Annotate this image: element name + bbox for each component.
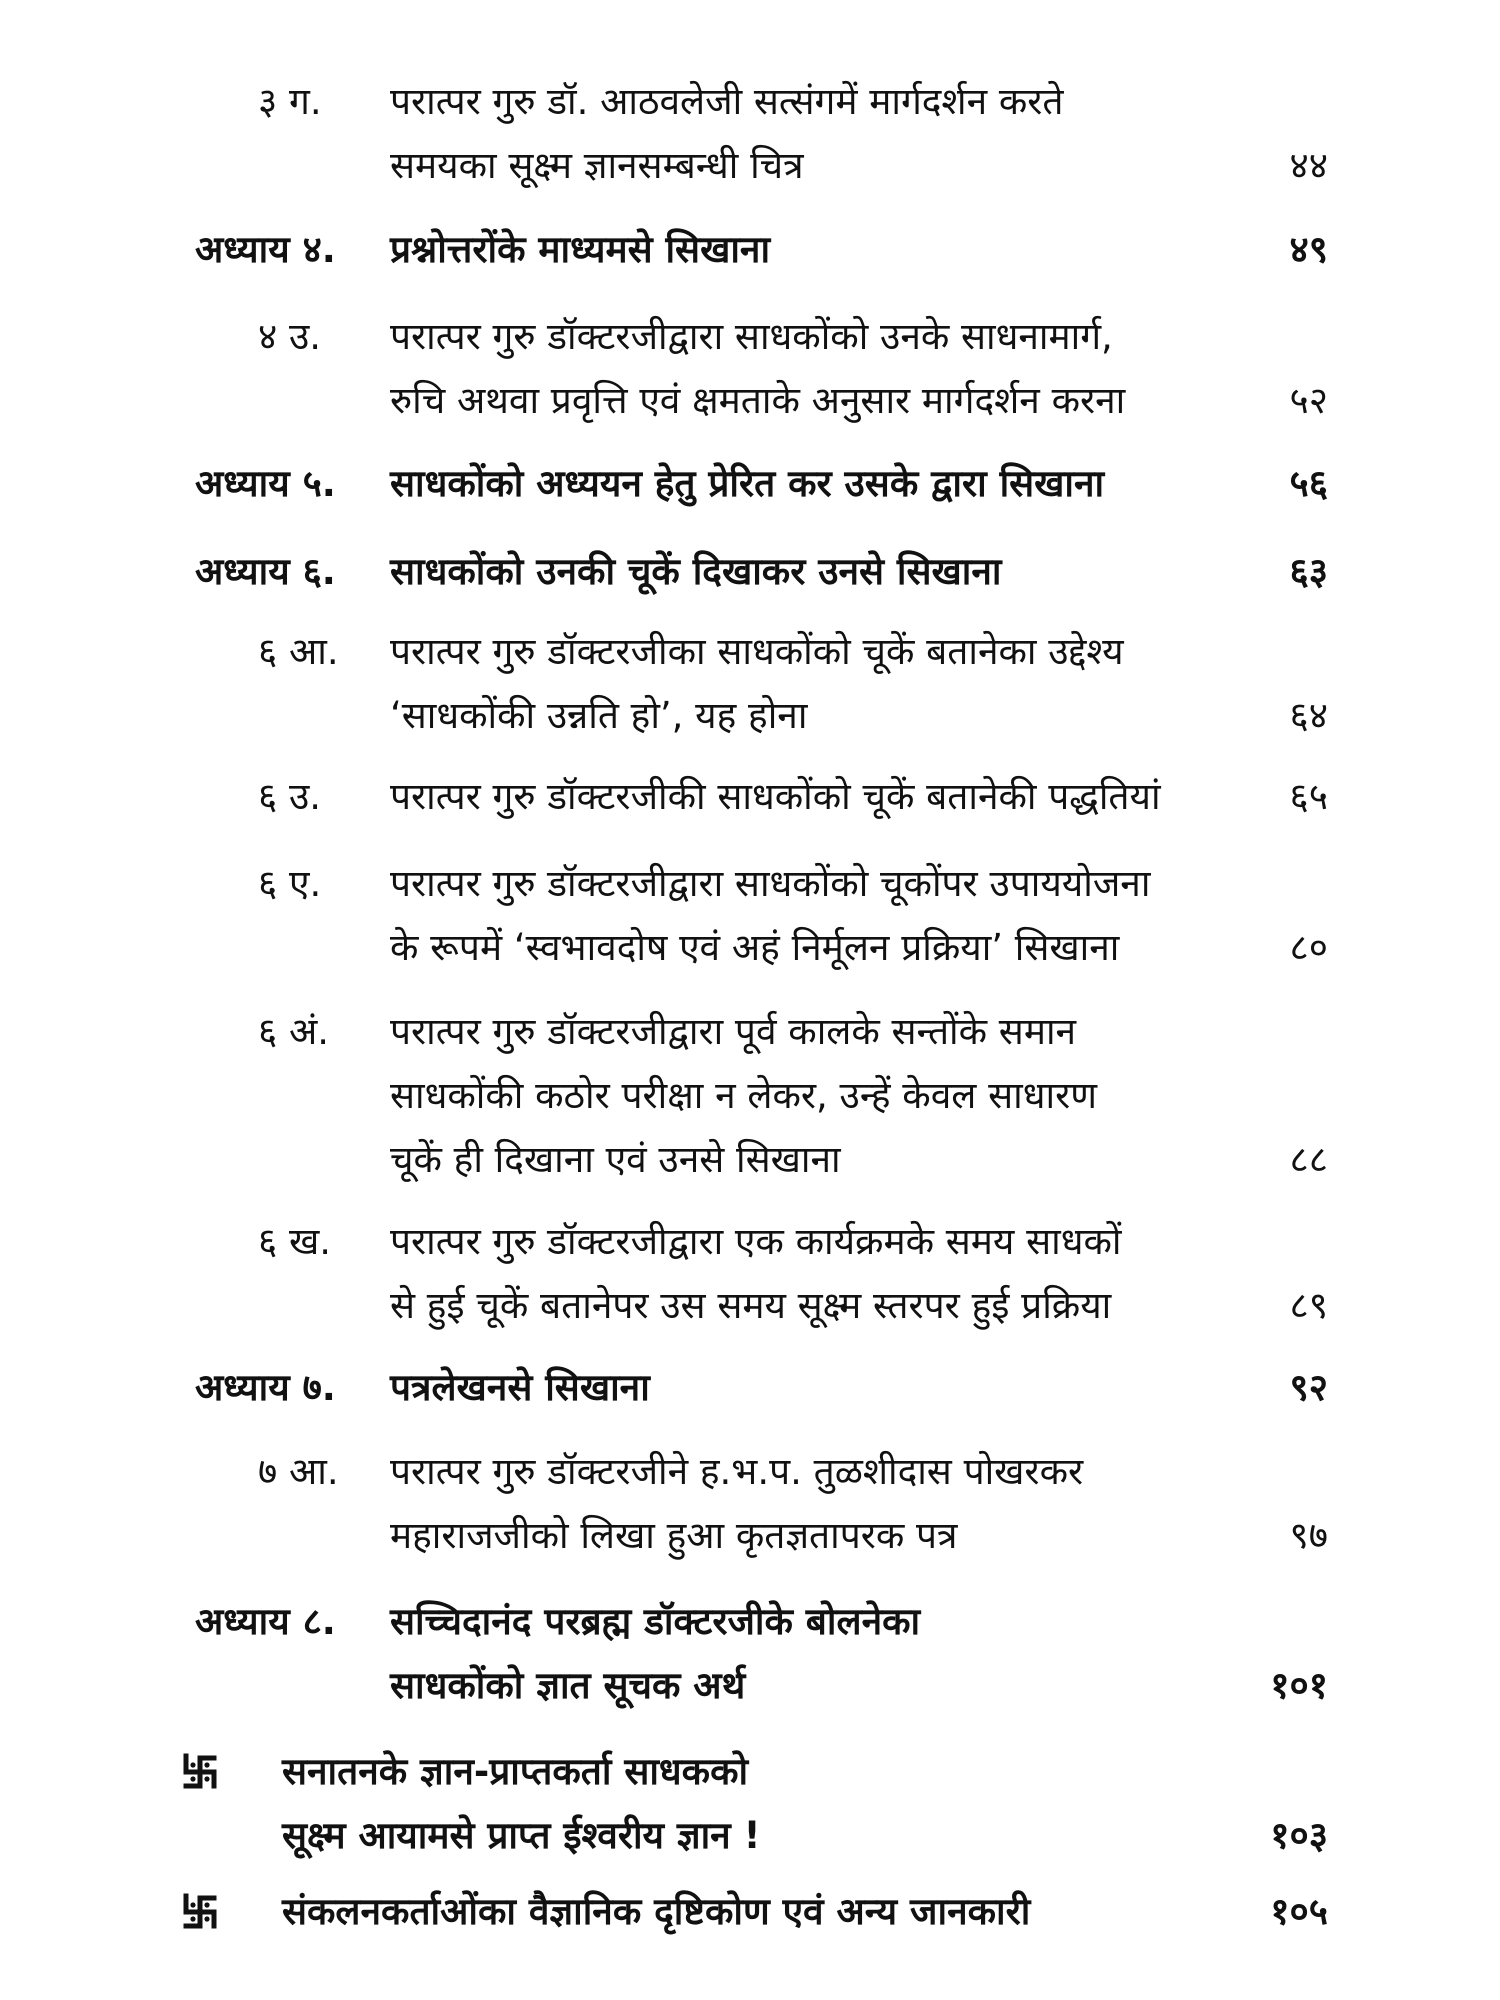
toc-special-title [282, 1740, 1242, 1868]
toc-chapter-title [390, 540, 1250, 604]
toc-chapter-title-line: सच्चिदानंद परब्रह्म डॉक्टरजीके बोलनेका [390, 1600, 921, 1643]
toc-entry-title-line: परात्पर गुरु डॉक्टरजीकी साधकोंको चूकें बतानेकी पद्धतियां [390, 775, 1161, 818]
toc-entry-title-line: साधकोंकी कठोर परीक्षा न लेकर, उन्हें केवल साधारण [390, 1074, 1097, 1117]
toc-entry-page: ९७ [1289, 1514, 1328, 1557]
toc-entry-page: ४४ [1289, 144, 1328, 187]
toc-entry-title [390, 620, 1250, 748]
toc-entry-title [390, 1210, 1250, 1338]
toc-entry-title-line: महाराजजीको लिखा हुआ कृतज्ञतापरक पत्र [390, 1514, 958, 1557]
toc-chapter-page: ९२ [1289, 1366, 1328, 1409]
toc-chapter-title [390, 452, 1250, 516]
toc-entry-number: ६ अं. [258, 1010, 330, 1053]
toc-entry-number: ६ आ. [258, 630, 339, 673]
swastika-icon [180, 1752, 220, 1792]
toc-entry-number: ६ ख. [258, 1220, 332, 1263]
toc-entry-page: ६५ [1289, 775, 1328, 818]
toc-special-title-line: संकलनकर्ताओंका वैज्ञानिक दृष्टिकोण एवं अन्य जानकारी [282, 1890, 1031, 1933]
toc-chapter-title-line: पत्रलेखनसे सिखाना [390, 1366, 650, 1409]
toc-entry-title-line: परात्पर गुरु डॉक्टरजीद्वारा साधकोंको उनके साधनामार्ग, [390, 315, 1113, 358]
toc-special-title-line: सनातनके ज्ञान-प्राप्तकर्ता साधकको [282, 1750, 749, 1793]
toc-chapter-page: ५६ [1289, 462, 1328, 505]
toc-chapter-number: अध्याय ५. [195, 462, 336, 505]
toc-chapter-page: १०१ [1270, 1664, 1328, 1707]
toc-chapter-title [390, 1356, 1250, 1420]
toc-entry-title [390, 1000, 1250, 1192]
toc-entry-title-line: समयका सूक्ष्म ज्ञानसम्बन्धी चित्र [390, 144, 804, 187]
toc-entry-number: ६ उ. [258, 775, 322, 818]
toc-entry-title-line: परात्पर गुरु डॉक्टरजीद्वारा एक कार्यक्रमके समय साधकों [390, 1220, 1122, 1263]
toc-entry-page: ५२ [1289, 379, 1328, 422]
toc-chapter-title-line: प्रश्नोत्तरोंके माध्यमसे सिखाना [390, 228, 771, 271]
toc-chapter-title-line: साधकोंको अध्ययन हेतु प्रेरित कर उसके द्वारा सिखाना [390, 462, 1105, 505]
toc-entry-page: ८८ [1289, 1138, 1328, 1181]
toc-entry-title [390, 305, 1250, 433]
toc-entry-page: ८० [1289, 926, 1328, 969]
toc-entry-title-line: परात्पर गुरु डॉक्टरजीने ह.भ.प. तुळशीदास पोखरकर [390, 1450, 1084, 1493]
toc-chapter-page: ४९ [1289, 228, 1328, 271]
toc-special-page: १०३ [1270, 1814, 1328, 1857]
toc-entry-title [390, 1440, 1250, 1568]
toc-chapter-title-line: साधकोंको ज्ञात सूचक अर्थ [390, 1664, 746, 1707]
toc-entry-title-line: परात्पर गुरु डॉ. आठवलेजी सत्संगमें मार्गदर्शन करते [390, 80, 1064, 123]
toc-entry-title-line: परात्पर गुरु डॉक्टरजीद्वारा पूर्व कालके सन्तोंके समान [390, 1010, 1077, 1053]
toc-entry-title-line: के रूपमें ‘स्वभावदोष एवं अहं निर्मूलन प्रक्रिया’ सिखाना [390, 926, 1120, 969]
toc-entry-title-line: चूकें ही दिखाना एवं उनसे सिखाना [390, 1138, 841, 1181]
toc-entry-title-line: रुचि अथवा प्रवृत्ति एवं क्षमताके अनुसार मार्गदर्शन करना [390, 379, 1126, 422]
toc-entry-title [390, 765, 1250, 829]
toc-entry-page: ६४ [1289, 694, 1328, 737]
toc-chapter-number: अध्याय ८. [195, 1600, 336, 1643]
toc-entry-title-line: परात्पर गुरु डॉक्टरजीका साधकोंको चूकें बतानेका उद्देश्य [390, 630, 1124, 673]
toc-entry-number: ७ आ. [258, 1450, 339, 1493]
toc-entry-number: ४ उ. [258, 315, 322, 358]
toc-entry-number: ६ ए. [258, 862, 322, 905]
toc-special-page: १०५ [1270, 1890, 1328, 1933]
toc-chapter-title [390, 218, 1250, 282]
toc-entry-title-line: से हुई चूकें बतानेपर उस समय सूक्ष्म स्तरपर हुई प्रक्रिया [390, 1284, 1112, 1327]
toc-chapter-number: अध्याय ४. [195, 228, 336, 271]
toc-entry-title [390, 70, 1250, 198]
toc-chapter-number: अध्याय ६. [195, 550, 336, 593]
toc-chapter-number: अध्याय ७. [195, 1366, 336, 1409]
swastika-icon [180, 1892, 220, 1932]
toc-entry-title-line: परात्पर गुरु डॉक्टरजीद्वारा साधकोंको चूकोंपर उपाययोजना [390, 862, 1151, 905]
toc-chapter-title-line: साधकोंको उनकी चूकें दिखाकर उनसे सिखाना [390, 550, 1002, 593]
toc-entry-page: ८९ [1289, 1284, 1328, 1327]
toc-chapter-title [390, 1590, 1250, 1718]
toc-special-title-line: सूक्ष्म आयामसे प्राप्त ईश्वरीय ज्ञान ! [282, 1814, 761, 1857]
toc-chapter-page: ६३ [1289, 550, 1328, 593]
toc-entry-title [390, 852, 1250, 980]
toc-entry-number: ३ ग. [258, 80, 322, 123]
toc-special-title [282, 1880, 1242, 1944]
toc-entry-title-line: ‘साधकोंकी उन्नति हो’, यह होना [390, 694, 808, 737]
